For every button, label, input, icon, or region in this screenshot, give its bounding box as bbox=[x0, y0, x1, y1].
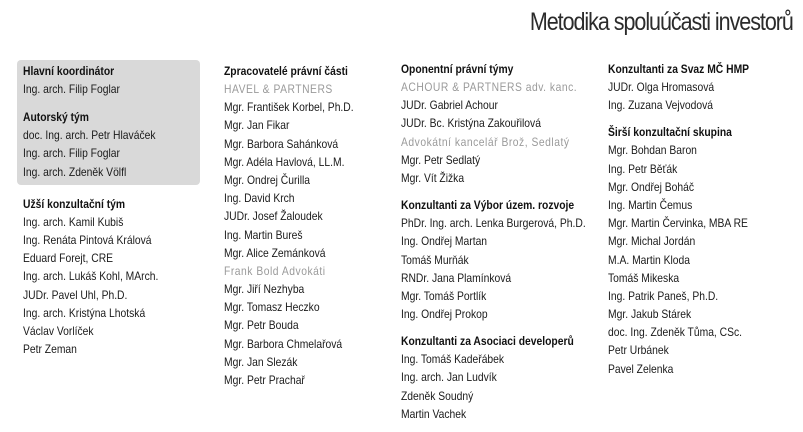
column-coordination bbox=[17, 60, 200, 367]
member: Mgr. Bohdan Baron bbox=[608, 143, 697, 158]
member: RNDr. Jana Plamínková bbox=[401, 270, 512, 285]
group-heading: Konzultanti za Asociaci developerů bbox=[401, 334, 574, 349]
member: Mgr. Vít Žižka bbox=[401, 170, 465, 185]
member: Mgr. Petr Bouda bbox=[224, 318, 299, 333]
member: doc. Ing. Zdeněk Tůma, CSc. bbox=[608, 325, 743, 340]
group-wider-consult-group bbox=[608, 123, 800, 377]
member: Mgr. Adéla Havlová, LL.M. bbox=[224, 154, 345, 169]
column-legal bbox=[224, 62, 394, 389]
member: Ing. Tomáš Kadeřábek bbox=[401, 352, 505, 367]
member: Zdeněk Soudný bbox=[401, 388, 474, 403]
member: Ing. Zuzana Vejvodová bbox=[608, 98, 714, 113]
member: Mgr. Petr Prachař bbox=[224, 373, 305, 387]
member: Ing. Ondřej Prokop bbox=[401, 307, 488, 322]
column-opponent bbox=[401, 60, 601, 432]
group-heading: Užší konzultační tým bbox=[23, 196, 126, 211]
member: Tomáš Mikeska bbox=[608, 270, 680, 285]
member: Václav Vorlíček bbox=[23, 323, 94, 338]
group-heading: Konzultanti za Svaz MČ HMP bbox=[608, 62, 750, 76]
member: Ing. Martin Čemus bbox=[608, 197, 693, 212]
member: Tomáš Murňák bbox=[401, 252, 469, 267]
member: Mgr. Jan Slezák bbox=[224, 354, 298, 369]
member: Martin Vachek bbox=[401, 406, 467, 421]
member: Pavel Zelenka bbox=[608, 361, 674, 376]
member: Mgr. Petr Sedlatý bbox=[401, 152, 481, 167]
group-narrow-consult-team bbox=[17, 195, 200, 359]
member: Mgr. Jan Fikar bbox=[224, 118, 290, 133]
member: Ing. arch. Jan Ludvík bbox=[401, 370, 497, 385]
member: Mgr. Alice Zemánková bbox=[224, 245, 326, 260]
member: Ing. arch. Kristýna Lhotská bbox=[23, 305, 146, 320]
highlight-box bbox=[17, 60, 200, 185]
member: Eduard Forejt, CRE bbox=[23, 251, 114, 266]
group-main-coordinator bbox=[23, 62, 194, 98]
group-heading: Autorský tým bbox=[23, 110, 89, 125]
member: Ing. Martin Bureš bbox=[224, 227, 303, 242]
member: Ing. Patrik Paneš, Ph.D. bbox=[608, 288, 719, 303]
member: JUDr. Josef Žaloudek bbox=[224, 209, 323, 224]
member: Mgr. Michal Jordán bbox=[608, 234, 696, 249]
member: JUDr. Pavel Uhl, Ph.D. bbox=[23, 287, 128, 302]
member: Ing. David Krch bbox=[224, 191, 295, 206]
column-consultants bbox=[608, 60, 800, 387]
member: Ing. arch. Filip Foglar bbox=[23, 82, 120, 96]
member: Ing. Renáta Pintová Králová bbox=[23, 232, 152, 247]
member: PhDr. Ing. arch. Lenka Burgerová, Ph.D. bbox=[401, 216, 586, 231]
page-title: Metodika spoluúčasti investorů bbox=[529, 8, 793, 36]
member: Ing. Petr Běťák bbox=[608, 161, 678, 176]
member: Ing. Ondřej Martan bbox=[401, 234, 488, 249]
member: Mgr. Tomáš Portlík bbox=[401, 288, 487, 303]
member: Petr Urbánek bbox=[608, 343, 669, 358]
group-heading: Širší konzultační skupina bbox=[608, 125, 732, 140]
group-heading: Hlavní koordinátor bbox=[23, 64, 115, 78]
member: Petr Zeman bbox=[23, 342, 77, 357]
firm-name: Advokátní kancelář Brož, Sedlatý bbox=[401, 134, 570, 149]
firm-name: ACHOUR & PARTNERS adv. kanc. bbox=[401, 80, 578, 94]
member: Ing. arch. Kamil Kubiš bbox=[23, 214, 124, 229]
member: JUDr. Bc. Kristýna Zakouřilová bbox=[401, 116, 541, 131]
group-committee-consultants bbox=[401, 196, 601, 323]
member: Mgr. František Korbel, Ph.D. bbox=[224, 100, 354, 115]
group-author-team bbox=[23, 108, 194, 181]
member: JUDr. Gabriel Achour bbox=[401, 98, 498, 113]
group-municipal-consultants bbox=[608, 60, 800, 114]
group-opponent-legal bbox=[401, 60, 601, 187]
group-heading: Zpracovatelé právní části bbox=[224, 64, 348, 78]
member: Mgr. Tomasz Heczko bbox=[224, 300, 320, 315]
member: Mgr. Martin Červinka, MBA RE bbox=[608, 216, 748, 231]
member: Ing. arch. Zdeněk Völfl bbox=[23, 164, 127, 179]
group-heading: Konzultanti za Výbor územ. rozvoje bbox=[401, 198, 575, 213]
member: Mgr. Ondřej Boháč bbox=[608, 179, 695, 194]
member: Ing. arch. Lukáš Kohl, MArch. bbox=[23, 269, 159, 284]
member: Mgr. Barbora Chmelařová bbox=[224, 336, 343, 351]
firm-name: Frank Bold Advokáti bbox=[224, 263, 326, 278]
member: Mgr. Ondrej Čurilla bbox=[224, 172, 311, 187]
member: doc. Ing. arch. Petr Hlaváček bbox=[23, 128, 156, 143]
member: Mgr. Jiří Nezhyba bbox=[224, 282, 305, 297]
member: M.A. Martin Kloda bbox=[608, 252, 691, 267]
member: JUDr. Olga Hromasová bbox=[608, 80, 715, 94]
member: Ing. arch. Filip Foglar bbox=[23, 146, 120, 161]
member: Mgr. Barbora Sahánková bbox=[224, 136, 339, 151]
member: Mgr. Jakub Stárek bbox=[608, 307, 692, 322]
group-developers-consultants bbox=[401, 332, 601, 423]
firm-name: HAVEL & PARTNERS bbox=[224, 82, 333, 96]
group-heading: Oponentní právní týmy bbox=[401, 62, 514, 76]
